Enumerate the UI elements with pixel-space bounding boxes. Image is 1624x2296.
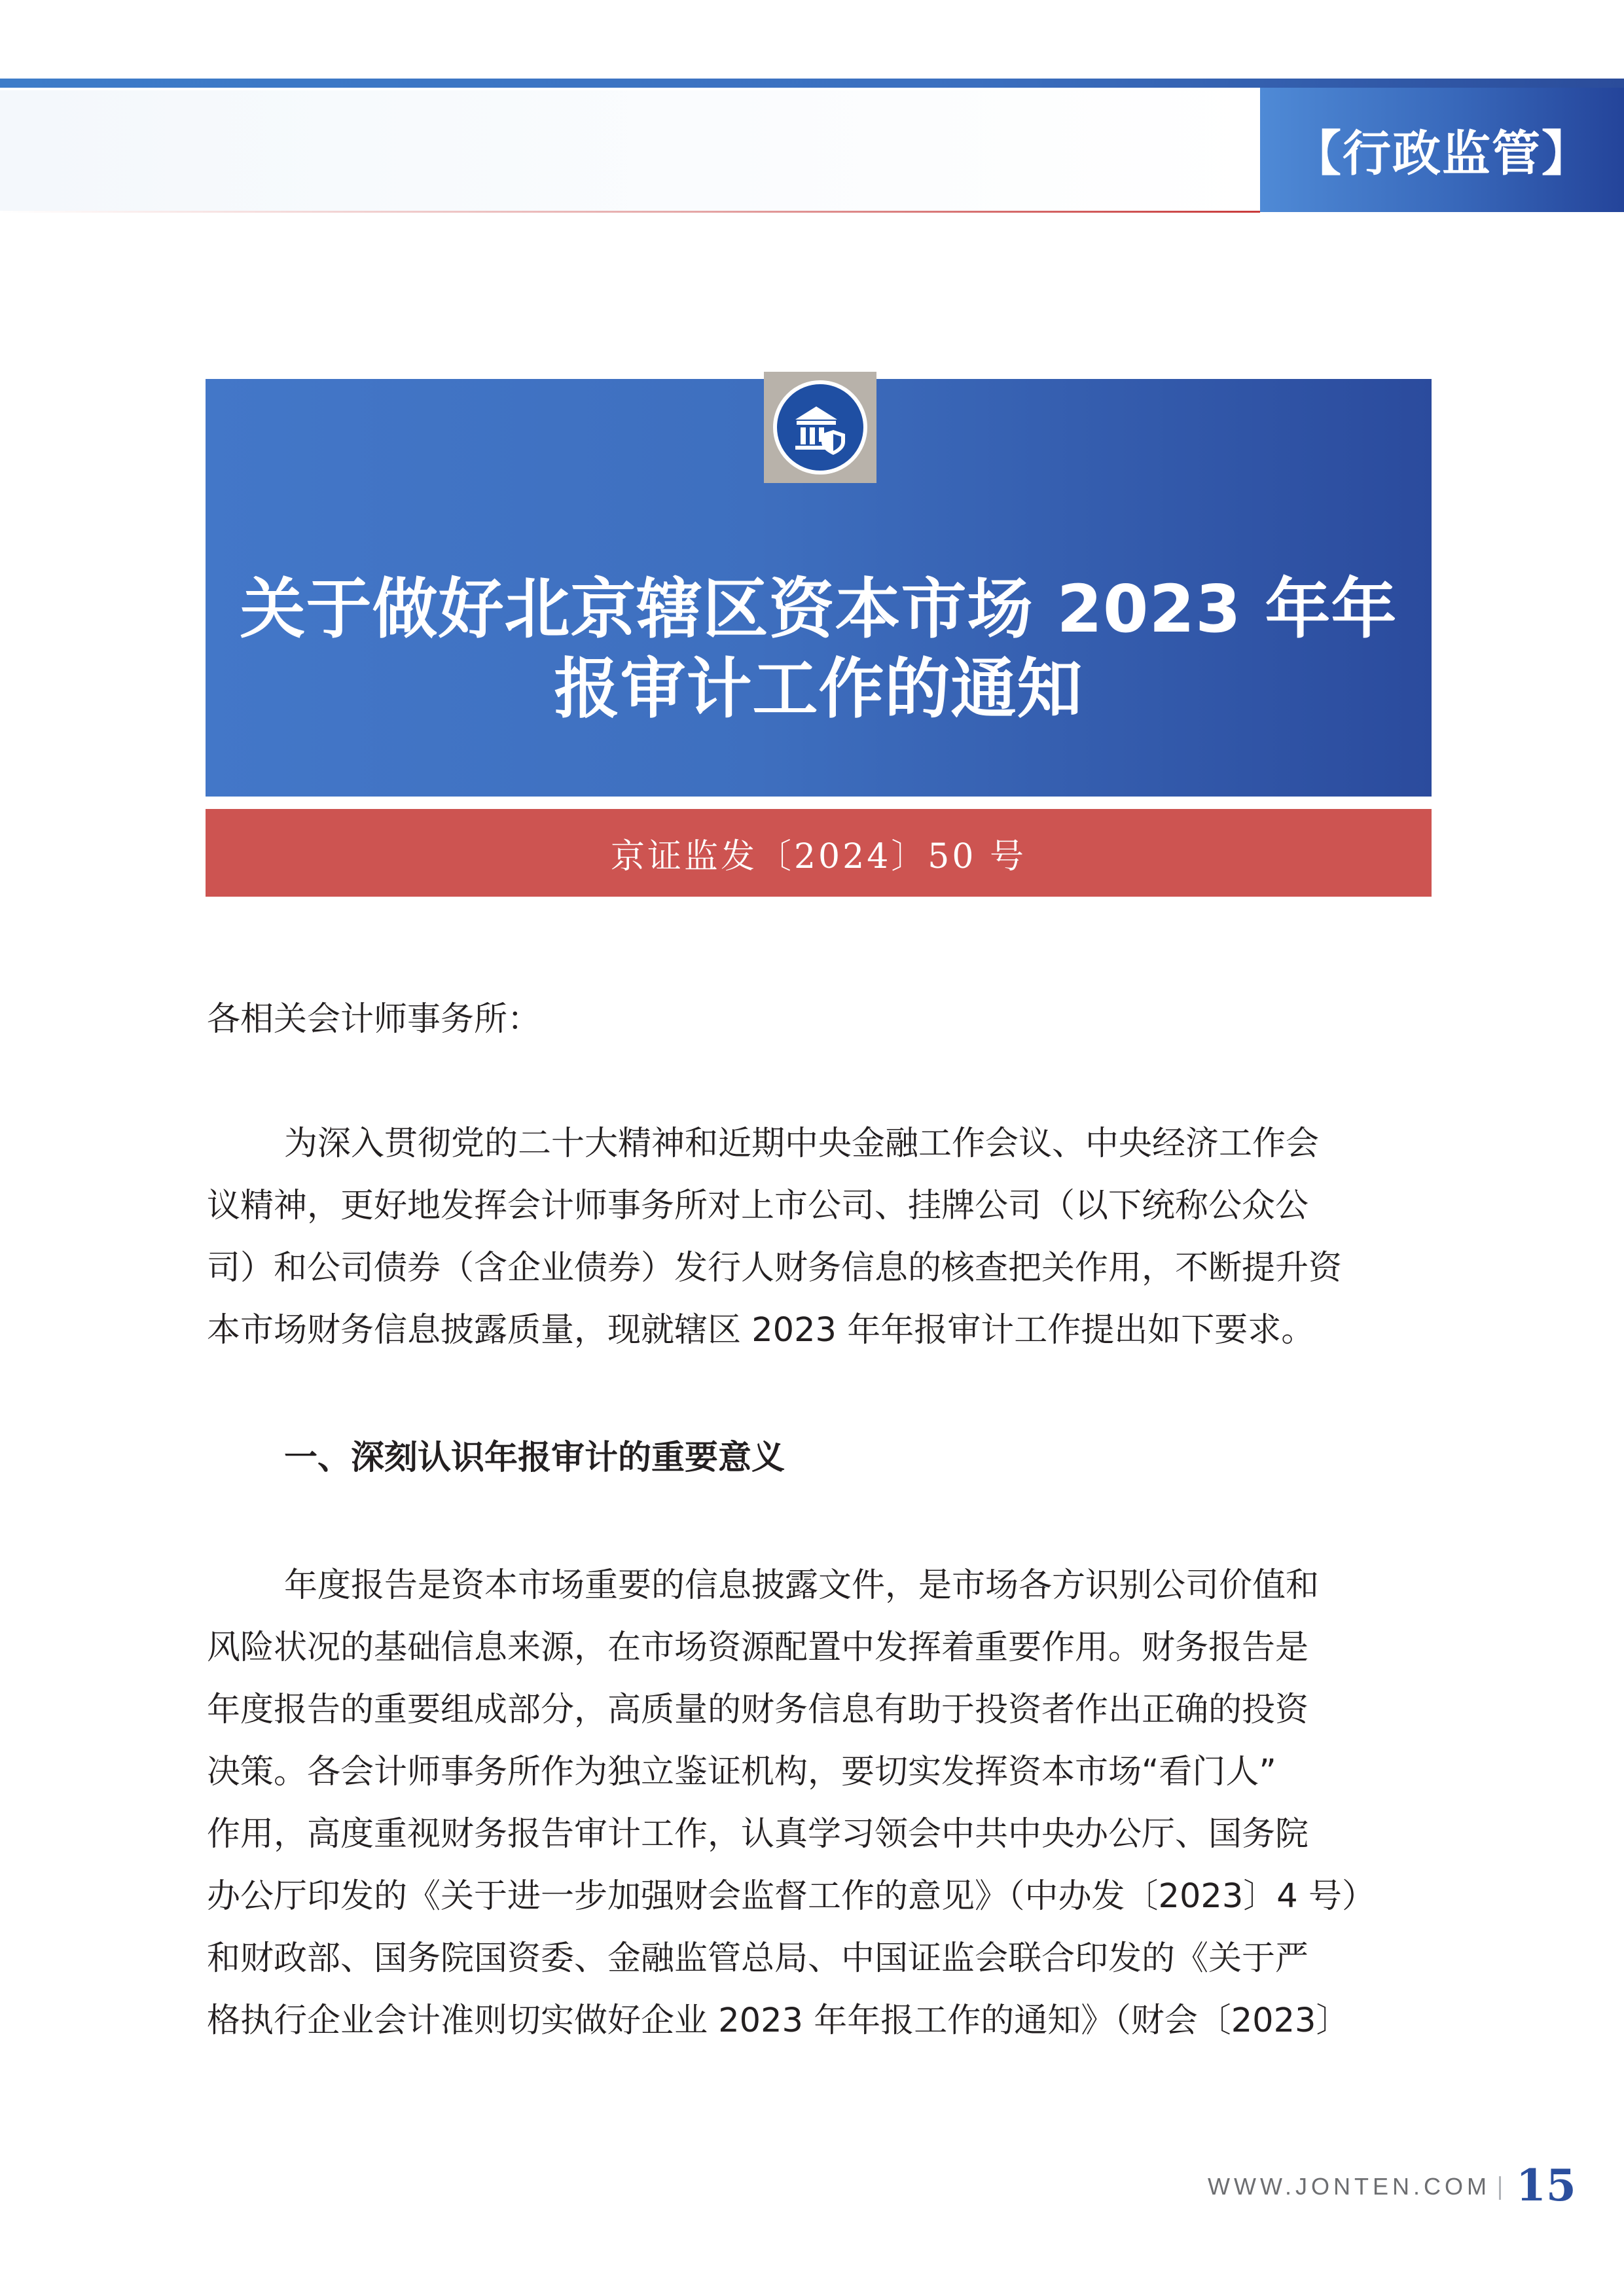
- document-title: [206, 569, 1432, 729]
- text-line: 作用，高度重视财务报告审计工作，认真学习领会中共中央办公厅、国务院: [207, 1815, 1309, 1854]
- title-line-2: 报审计工作的通知: [554, 651, 1083, 727]
- text-line: 为深入贯彻党的二十大精神和近期中央金融工作会议、中央经济工作会: [284, 1124, 1320, 1163]
- section-heading: [207, 1427, 1430, 1489]
- text-line: 格执行企业会计准则切实做好企业 2023 年年报工作的通知》（财会〔2023〕: [207, 2001, 1350, 2040]
- header-top-line: [0, 79, 1624, 88]
- page-number: 15: [1516, 2160, 1576, 2211]
- text-line: 议精神，更好地发挥会计师事务所对上市公司、挂牌公司（以下统称公众公: [207, 1187, 1309, 1225]
- document-number-bar: [206, 809, 1432, 897]
- text-line: 年度报告的重要组成部分，高质量的财务信息有助于投资者作出正确的投资: [207, 1691, 1309, 1729]
- document-number: 京证监发〔2024〕50 号: [610, 836, 1027, 876]
- header-strip: [0, 90, 1260, 212]
- footer-divider: [1499, 2176, 1501, 2200]
- salutation-text: 各相关会计师事务所：: [207, 1000, 541, 1039]
- text-line: 本市场财务信息披露质量，现就辖区 2023 年年报审计工作提出如下要求。: [207, 1311, 1315, 1350]
- text-line: 年度报告是资本市场重要的信息披露文件，是市场各方识别公司价值和: [284, 1566, 1320, 1605]
- section-heading-text: 一、深刻认识年报审计的重要意义: [284, 1439, 785, 1477]
- title-line-1: 关于做好北京辖区资本市场 2023 年年: [240, 571, 1398, 647]
- header-red-underline: [0, 211, 1260, 213]
- paragraph-intro: [207, 1113, 1430, 1361]
- text-line: 风险状况的基础信息来源，在市场资源配置中发挥着重要作用。财务报告是: [207, 1628, 1309, 1667]
- footer-website: WWW.JONTEN.COM: [1208, 2173, 1490, 2200]
- salutation: [207, 988, 1430, 1050]
- section-tag-label: 【行政监管】: [1293, 126, 1591, 182]
- text-line: 司）和公司债券（含企业债券）发行人财务信息的核查把关作用，不断提升资: [207, 1249, 1343, 1287]
- text-line: 决策。各会计师事务所作为独立鉴证机构，要切实发挥资本市场“看门人”: [207, 1753, 1276, 1791]
- text-line: 办公厅印发的《关于进一步加强财会监督工作的意见》（中办发〔2023〕4 号）: [207, 1877, 1375, 1916]
- text-line: 和财政部、国务院国资委、金融监管总局、中国证监会联合印发的《关于严: [207, 1939, 1309, 1978]
- emblem: [764, 372, 876, 483]
- paragraph-section-1: [207, 1554, 1430, 2052]
- section-tag: [1260, 88, 1624, 212]
- courthouse-shield-icon: [773, 380, 867, 475]
